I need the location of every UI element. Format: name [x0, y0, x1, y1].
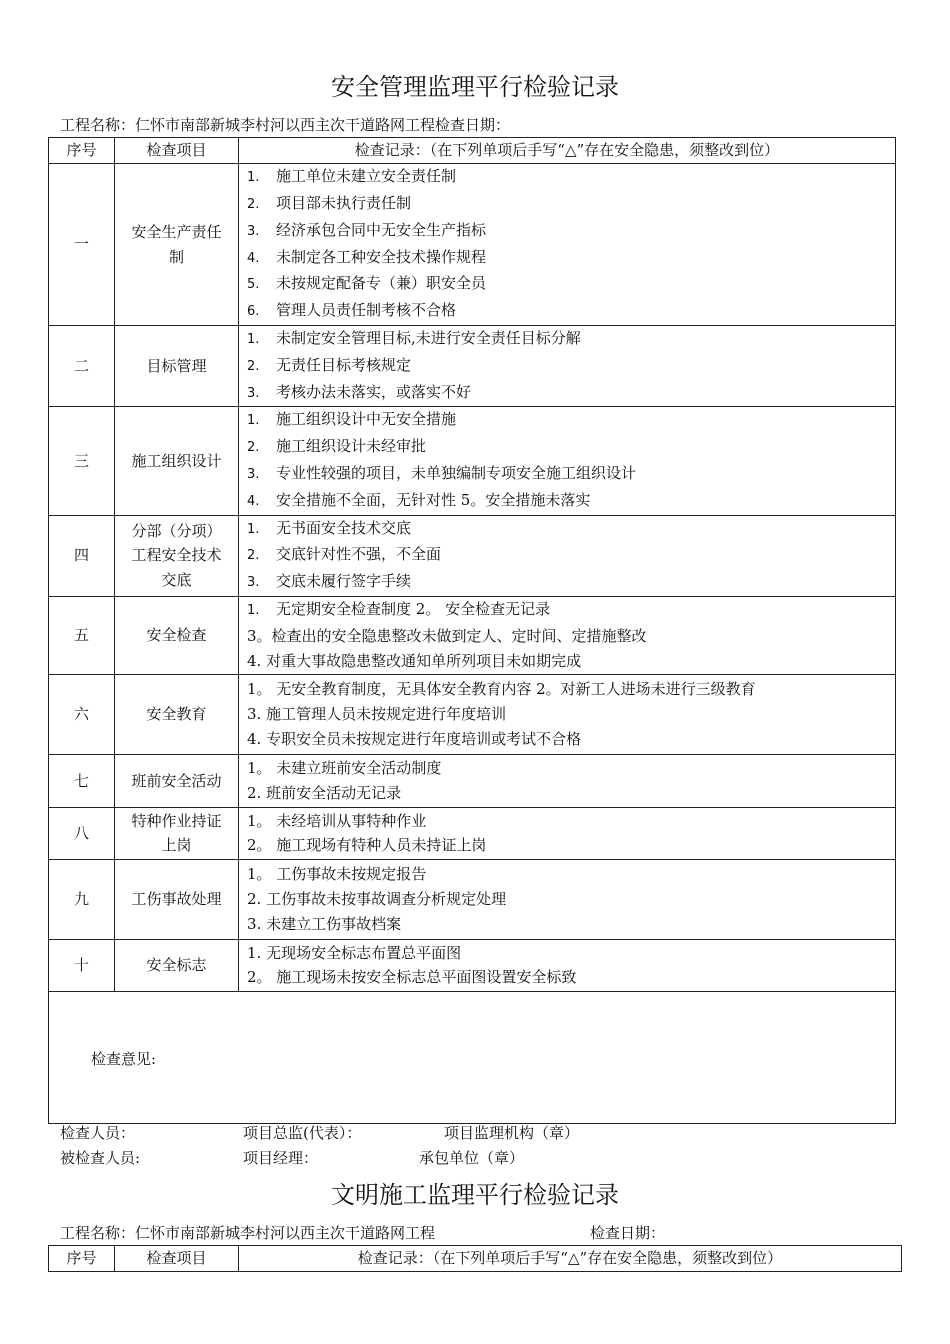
- check-item-line: 上岗: [161, 836, 192, 855]
- record-line-text: 交底针对性不强，不全面: [276, 545, 442, 564]
- check-item: [115, 407, 239, 515]
- record-line-number: 1.: [247, 603, 260, 619]
- record-line-number: 3.: [247, 575, 260, 591]
- header-item: 检查项目: [115, 138, 239, 164]
- record-line: [247, 245, 895, 272]
- row-number: 七: [49, 754, 115, 807]
- record-line-number: 2.: [247, 196, 260, 212]
- record-line-text: 施工组织设计中无安全措施: [276, 410, 457, 429]
- record-line: [247, 781, 895, 806]
- check-item-line: 交底: [161, 571, 192, 590]
- record-line-text: 项目部未执行责任制: [276, 193, 412, 212]
- check-record[interactable]: [239, 596, 896, 674]
- table-row: [49, 596, 896, 674]
- record-line-number: 3.: [247, 385, 260, 401]
- contractor-label: 承包单位（章）: [419, 1149, 525, 1167]
- check-record[interactable]: [239, 515, 896, 596]
- table-row: [49, 807, 896, 859]
- record-line: [247, 597, 895, 624]
- check-item-line: 安全检查: [146, 626, 207, 645]
- record-line-number: 4.: [247, 493, 260, 509]
- row-number: 一: [49, 164, 115, 326]
- record-line-text: 3. 未建立工伤事故档案: [247, 914, 402, 933]
- record-line-text: 管理人员责任制考核不合格: [276, 301, 457, 320]
- record-line: [247, 434, 895, 461]
- record-line-text: 2。 施工现场未按安全标志总平面图设置安全标致: [247, 968, 577, 987]
- record-line: [247, 271, 895, 298]
- record-line: [247, 965, 895, 990]
- check-item: [115, 859, 239, 939]
- record-line: [247, 191, 895, 218]
- record-line-text: 安全措施不全面，无针对性 5。安全措施未落实: [276, 490, 591, 509]
- record-line-text: 1。 未建立班前安全活动制度: [247, 759, 442, 778]
- record-line-text: 4. 专职安全员未按规定进行年度培训或考试不合格: [247, 729, 582, 748]
- table-row: [49, 164, 896, 326]
- second-table-header-row: [49, 1246, 902, 1272]
- supervision-agency-label: 项目监理机构（章）: [444, 1124, 580, 1142]
- record-line-text: 经济承包合同中无安全生产指标: [276, 220, 487, 239]
- record-line: [247, 380, 895, 407]
- record-line-text: 3。检查出的安全隐患整改未做到定人、定时间、定措施整改: [247, 627, 647, 646]
- check-record[interactable]: [239, 939, 896, 991]
- table-row: [49, 939, 896, 991]
- record-line: [247, 488, 895, 515]
- chief-supervisor-label: 项目总监(代表）：: [243, 1124, 362, 1142]
- record-line-number: 1.: [247, 170, 260, 186]
- record-line: [247, 756, 895, 781]
- row-number: 四: [49, 515, 115, 596]
- check-item-line: 制: [168, 247, 184, 266]
- check-item: [115, 754, 239, 807]
- table-row: [49, 407, 896, 515]
- row-number: 六: [49, 674, 115, 754]
- row-number: 八: [49, 807, 115, 859]
- header-no: 序号: [49, 1246, 115, 1272]
- record-line: [247, 353, 895, 380]
- second-page-title: 文明施工监理平行检验记录: [331, 1181, 619, 1209]
- opinion-label: 检查意见:: [91, 1049, 157, 1068]
- record-line-number: 2.: [247, 440, 260, 456]
- check-record[interactable]: [239, 674, 896, 754]
- inspection-table: [48, 137, 896, 1124]
- table-row: [49, 754, 896, 807]
- opinion-row: [49, 991, 896, 1123]
- header-item: 检查项目: [115, 1246, 239, 1272]
- record-line-text: 交底未履行签字手续: [276, 572, 412, 591]
- check-item: [115, 596, 239, 674]
- record-line: [247, 677, 895, 702]
- record-line: [247, 833, 895, 858]
- record-line-text: 无定期安全检查制度 2。 安全检查无记录: [276, 600, 551, 619]
- record-line-number: 4.: [247, 250, 260, 266]
- record-line: [247, 516, 895, 543]
- record-line: [247, 862, 895, 887]
- project-info: 工程名称：仁怀市南部新城李村河以西主次干道路网工程检查日期：: [60, 116, 511, 134]
- check-record[interactable]: [239, 859, 896, 939]
- record-line-text: 1。 工伤事故未按规定报告: [247, 865, 427, 884]
- inspected-person-label: 被检查人员:: [60, 1149, 141, 1167]
- check-item: [115, 515, 239, 596]
- check-item-line: 特种作业持证: [131, 811, 222, 830]
- header-record: 检查记录：（在下列单项后手写“△”存在安全隐患，须整改到位）: [239, 138, 896, 164]
- record-line-text: 专业性较强的项目，未单独编制专项安全施工组织设计: [276, 463, 637, 482]
- record-line-text: 施工单位未建立安全责任制: [276, 167, 457, 186]
- check-item-line: 分部（分项）: [131, 521, 222, 540]
- check-record[interactable]: [239, 754, 896, 807]
- check-item-line: 安全标志: [146, 956, 207, 975]
- page-title: 安全管理监理平行检验记录: [331, 73, 619, 101]
- row-number: 二: [49, 326, 115, 407]
- table-row: [49, 326, 896, 407]
- record-line: [247, 702, 895, 727]
- record-line: [247, 542, 895, 569]
- record-line: [247, 218, 895, 245]
- record-line-number: 6.: [247, 304, 260, 320]
- check-item-line: 班前安全活动: [131, 771, 222, 790]
- record-line: [247, 887, 895, 912]
- record-line-text: 2. 工伤事故未按事故调查分析规定处理: [247, 890, 507, 909]
- table-header-row: [49, 138, 896, 164]
- check-item-line: 施工组织设计: [131, 451, 222, 470]
- header-record: 检查记录：（在下列单项后手写“△”存在安全隐患，须整改到位）: [239, 1246, 902, 1272]
- table-row: [49, 859, 896, 939]
- record-line: [247, 407, 895, 434]
- record-line-text: 1。 无安全教育制度，无具体安全教育内容 2。对新工人进场未进行三级教育: [247, 680, 756, 699]
- record-line-number: 2.: [247, 548, 260, 564]
- record-line-text: 无书面安全技术交底: [276, 518, 412, 537]
- second-date-label: 检查日期：: [590, 1224, 666, 1242]
- record-line: [247, 912, 895, 937]
- record-line-text: 施工组织设计未经审批: [276, 437, 427, 456]
- record-line-number: 2.: [247, 358, 260, 374]
- check-item-line: 安全生产责任: [131, 222, 222, 241]
- record-line: [247, 164, 895, 191]
- record-line: [247, 624, 895, 649]
- record-line: [247, 727, 895, 752]
- record-line-text: 未制定各工种安全技术操作规程: [276, 247, 487, 266]
- table-row: [49, 674, 896, 754]
- header-no: 序号: [49, 138, 115, 164]
- record-line-number: 1.: [247, 332, 260, 347]
- record-line-text: 未按规定配备专（兼）职安全员: [276, 274, 487, 293]
- check-item: [115, 939, 239, 991]
- check-item: [115, 807, 239, 859]
- table-row: [49, 515, 896, 596]
- check-item-line: 工伤事故处理: [131, 890, 222, 909]
- record-line-number: 1.: [247, 413, 260, 429]
- record-line-text: 1。 未经培训从事特种作业: [247, 811, 427, 830]
- check-item: [115, 164, 239, 326]
- second-inspection-table: [48, 1245, 902, 1272]
- record-line-text: 1. 无现场安全标志布置总平面图: [247, 943, 462, 962]
- record-line-number: 1.: [247, 521, 260, 537]
- check-item-line: 目标管理: [146, 356, 207, 375]
- record-line: [247, 809, 895, 834]
- check-item-line: 安全教育: [146, 705, 207, 724]
- record-line-text: 2. 班前安全活动无记录: [247, 783, 402, 802]
- row-number: 五: [49, 596, 115, 674]
- record-line-text: 考核办法未落实，或落实不好: [276, 382, 472, 401]
- row-number: 三: [49, 407, 115, 515]
- record-line-number: 5.: [247, 277, 260, 293]
- record-line: [247, 941, 895, 966]
- check-item: [115, 326, 239, 407]
- row-number: 九: [49, 859, 115, 939]
- record-line: [247, 649, 895, 674]
- record-line-number: 3.: [247, 466, 260, 482]
- record-line-text: 未制定安全管理目标,未进行安全责任目标分解: [276, 329, 581, 347]
- record-line: [247, 569, 895, 596]
- record-line-text: 无责任目标考核规定: [276, 355, 412, 374]
- record-line-text: 3. 施工管理人员未按规定进行年度培训: [247, 705, 507, 724]
- second-project-name: 工程名称：仁怀市南部新城李村河以西主次干道路网工程: [60, 1224, 436, 1242]
- check-item-line: 工程安全技术: [131, 546, 222, 565]
- project-manager-label: 项目经理：: [243, 1149, 319, 1167]
- check-record[interactable]: [239, 164, 896, 326]
- record-line-number: 3.: [247, 223, 260, 239]
- check-record[interactable]: [239, 326, 896, 407]
- inspector-label: 检查人员：: [60, 1124, 136, 1142]
- opinion-cell[interactable]: [49, 991, 896, 1123]
- record-line: [247, 461, 895, 488]
- record-line-text: 4. 对重大事故隐患整改通知单所列项目未如期完成: [247, 651, 582, 670]
- check-item: [115, 674, 239, 754]
- record-line-text: 2。 施工现场有特种人员未持证上岗: [247, 836, 487, 855]
- check-record[interactable]: [239, 807, 896, 859]
- check-record[interactable]: [239, 407, 896, 515]
- record-line: [247, 326, 895, 353]
- row-number: 十: [49, 939, 115, 991]
- record-line: [247, 298, 895, 325]
